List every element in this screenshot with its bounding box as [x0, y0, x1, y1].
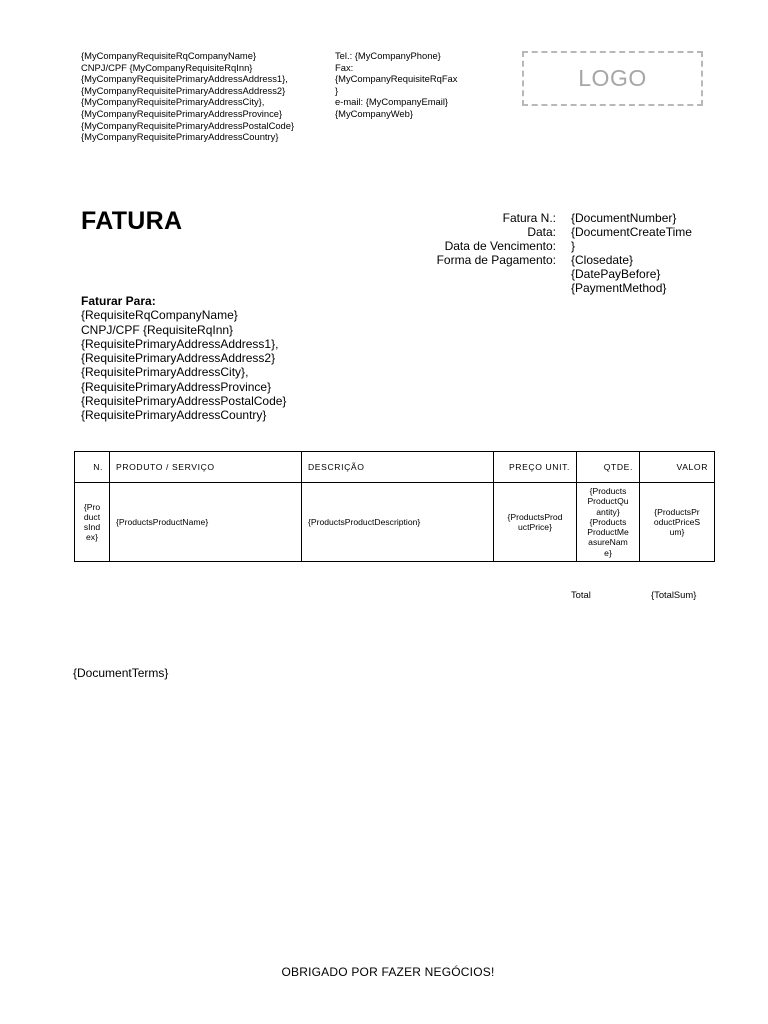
cell-unit-price: {ProductsProd uctPrice}	[494, 483, 577, 562]
cell-index: {Pro duct sInd ex}	[75, 483, 110, 562]
document-title: FATURA	[81, 207, 183, 235]
client-tax-id: CNPJ/CPF {RequisiteRqInn}	[81, 322, 234, 337]
invoice-date-value: {DocumentCreateTime	[571, 225, 692, 239]
company-province: {MyCompanyRequisitePrimaryAddressProvince}	[81, 107, 283, 119]
cell-description: {ProductsProductDescription}	[302, 483, 494, 562]
company-address2: {MyCompanyRequisitePrimaryAddressAddress2}	[81, 84, 286, 96]
table-row	[75, 483, 715, 562]
col-header-description: DESCRIÇÃO	[302, 452, 494, 483]
contact-email: e-mail: {MyCompanyEmail}	[335, 96, 449, 108]
company-tax-id: CNPJ/CPF {MyCompanyRequisiteRqInn}	[81, 61, 253, 73]
company-address1: {MyCompanyRequisitePrimaryAddressAddress1},	[81, 73, 288, 85]
contact-fax-value-end: }	[335, 84, 339, 96]
logo-placeholder	[522, 51, 703, 106]
invoice-meta-values	[571, 211, 703, 295]
contact-fax-label: Fax:	[335, 61, 354, 73]
cell-amount: {ProductsPr oductPriceS um}	[640, 483, 715, 562]
invoice-date-label: Data:	[527, 225, 556, 239]
client-name: {RequisiteRqCompanyName}	[81, 308, 238, 323]
client-address1: {RequisitePrimaryAddressAddress1},	[81, 336, 279, 351]
payment-method-value: {PaymentMethod}	[571, 281, 667, 295]
items-table	[74, 451, 715, 562]
invoice-number-label: Fatura N.:	[502, 211, 556, 225]
contact-fax-value: {MyCompanyRequisiteRqFax	[335, 73, 458, 85]
bill-to-section	[81, 294, 286, 423]
col-header-quantity: QTDE.	[577, 452, 640, 483]
company-postal-code: {MyCompanyRequisitePrimaryAddressPostalCode}	[81, 119, 295, 131]
company-name: {MyCompanyRequisiteRqCompanyName}	[81, 50, 257, 61]
cell-quantity: {Products ProductQu antity} {Products ProductMe asureNam e}	[577, 483, 640, 562]
company-country: {MyCompanyRequisitePrimaryAddressCountry}	[81, 131, 279, 143]
col-header-unit-price: PREÇO UNIT.	[494, 452, 577, 483]
close-date-value: {Closedate}	[571, 253, 634, 267]
logo-text: LOGO	[578, 65, 647, 91]
client-province: {RequisitePrimaryAddressProvince}	[81, 379, 272, 394]
invoice-number-value: {DocumentNumber}	[571, 211, 677, 225]
invoice-date-value-end: }	[571, 239, 576, 253]
col-header-number: N.	[75, 452, 110, 483]
total-label: Total	[571, 589, 591, 600]
bill-to-header: Faturar Para:	[81, 294, 156, 308]
due-date-label: Data de Vencimento:	[444, 239, 556, 253]
client-country: {RequisitePrimaryAddressCountry}	[81, 408, 267, 423]
invoice-meta-labels	[380, 211, 556, 267]
col-header-amount: VALOR	[640, 452, 715, 483]
contact-web: {MyCompanyWeb}	[335, 107, 413, 119]
payment-method-label: Forma de Pagamento:	[436, 253, 556, 267]
col-header-product: PRODUTO / SERVIÇO	[110, 452, 302, 483]
total-value: {TotalSum}	[651, 589, 697, 600]
thank-you-footer: OBRIGADO POR FAZER NEGÓCIOS!	[281, 965, 495, 979]
cell-product-name: {ProductsProductName}	[110, 483, 302, 562]
company-info	[81, 50, 294, 143]
company-city: {MyCompanyRequisitePrimaryAddressCity},	[81, 96, 265, 108]
due-date-value: {DatePayBefore}	[571, 267, 661, 281]
contact-phone: Tel.: {MyCompanyPhone}	[335, 50, 441, 61]
company-contact	[335, 50, 457, 120]
client-city: {RequisitePrimaryAddressCity},	[81, 365, 249, 380]
table-header-row	[75, 452, 715, 483]
client-address2: {RequisitePrimaryAddressAddress2}	[81, 351, 276, 366]
document-terms: {DocumentTerms}	[73, 666, 169, 680]
client-postal-code: {RequisitePrimaryAddressPostalCode}	[81, 394, 287, 409]
